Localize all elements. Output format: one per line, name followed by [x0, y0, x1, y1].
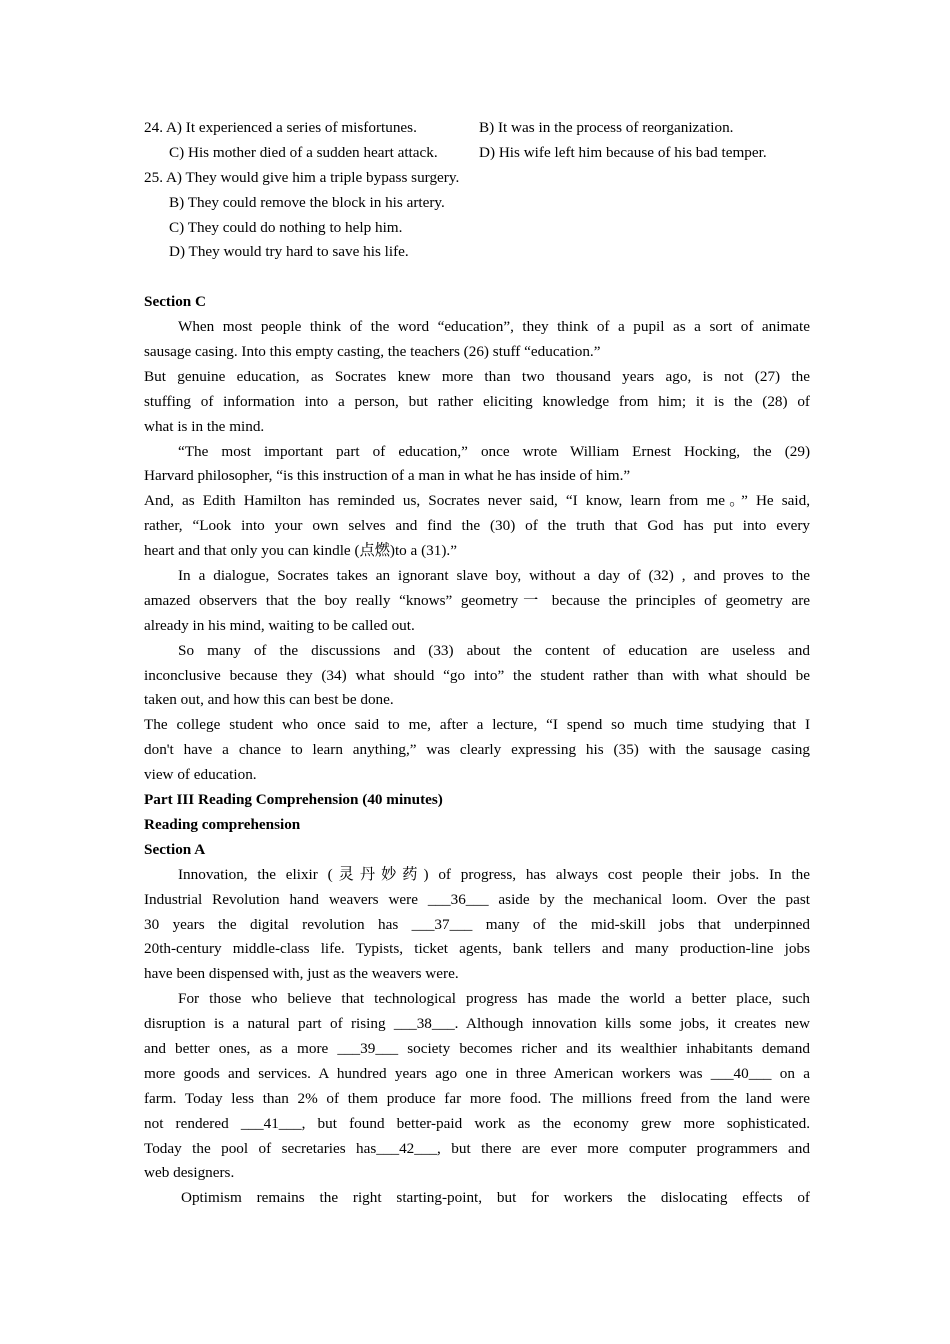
- option-24-b: B) It was in the process of reorganization.: [479, 119, 734, 136]
- paragraph-line: farm. Today less than 2% of them produce far more food. The millions freed from the land were: [144, 1089, 810, 1107]
- paragraph-line: And, as Edith Hamilton has reminded us, Socrates never said, “I know, learn from me。” He said,: [144, 492, 810, 510]
- paragraph-line: not rendered ___41___, but found better-paid work as the economy grew more sophisticated.: [144, 1114, 810, 1132]
- option-25-b: B) They could remove the block in his artery.: [169, 193, 445, 211]
- paragraph-line: don't have a chance to learn anything,” was clearly expressing his (35) with the sausage casing: [144, 741, 810, 759]
- question-24-row-1: [144, 116, 810, 141]
- section-c-paragraph-3: [144, 440, 810, 490]
- option-25-a: 25. A) They would give him a triple bypass surgery.: [144, 168, 460, 186]
- paragraph-line: and better ones, as a more ___39___ society becomes richer and its wealthier inhabitants demand: [144, 1039, 810, 1057]
- section-c-paragraph-7: [144, 713, 810, 788]
- paragraph-line: For those who believe that technological progress has made the world a better place, such: [178, 990, 810, 1008]
- paragraph-line: taken out, and how this can best be done.: [144, 691, 394, 709]
- option-25-c: C) They could do nothing to help him.: [169, 218, 403, 236]
- section-c-paragraph-5: [144, 564, 810, 639]
- section-c-paragraph-6: [144, 639, 810, 714]
- part-3-paragraph-1: [144, 863, 810, 987]
- paragraph-line: But genuine education, as Socrates knew more than two thousand years ago, is not (27) the: [144, 367, 810, 385]
- paragraph-line: Innovation, the elixir (灵丹妙药) of progress, has always cost people their jobs. In the: [178, 865, 810, 883]
- paragraph-line: Optimism remains the right starting-point, but for workers the dislocating effects of: [181, 1189, 810, 1207]
- paragraph-line: When most people think of the word “education”, they think of a pupil as a sort of animate: [178, 318, 810, 336]
- option-24-d: D) His wife left him because of his bad temper.: [479, 143, 767, 161]
- paragraph-line: disruption is a natural part of rising ___38___. Although innovation kills some jobs, it creates new: [144, 1015, 810, 1033]
- paragraph-line: what is in the mind.: [144, 417, 265, 435]
- paragraph-line: Harvard philosopher, “is this instruction of a man in what he has inside of him.”: [144, 467, 631, 485]
- paragraph-line: 30 years the digital revolution has ___37___ many of the mid-skill jobs that underpinned: [144, 915, 810, 933]
- section-c-heading: Section C: [144, 293, 207, 311]
- paragraph-line: So many of the discussions and (33) about the content of education are useless and: [178, 641, 810, 659]
- section-c-paragraph-1: [144, 315, 810, 365]
- paragraph-line: heart and that only you can kindle (点燃)to a (31).”: [144, 542, 457, 560]
- part-3-paragraph-2: [144, 987, 810, 1186]
- paragraph-line: sausage casing. Into this empty casting, the teachers (26) stuff “education.”: [144, 343, 601, 361]
- paragraph-line: web designers.: [144, 1164, 235, 1182]
- paragraph-line: The college student who once said to me, after a lecture, “I spend so much time studying that I: [144, 716, 810, 734]
- section-c-paragraph-4: [144, 489, 810, 564]
- paragraph-line: have been dispensed with, just as the weavers were.: [144, 965, 459, 983]
- part-3-subheading: Reading comprehension: [144, 815, 301, 833]
- spacer: [144, 265, 810, 290]
- option-25-d: D) They would try hard to save his life.: [169, 243, 409, 261]
- document-page: [144, 116, 810, 1211]
- part-3-paragraph-3: [144, 1186, 810, 1211]
- option-24-a: 24. A) It experienced a series of misfortunes.: [144, 119, 417, 136]
- part-3-section-a-heading: Section A: [144, 840, 206, 858]
- paragraph-line: rather, “Look into your own selves and find the (30) of the truth that God has put into every: [144, 517, 810, 535]
- part-3-heading: Part III Reading Comprehension (40 minutes): [144, 791, 443, 809]
- paragraph-line: inconclusive because they (34) what should “go into” the student rather than with what should be: [144, 666, 810, 684]
- paragraph-line: stuffing of information into a person, but rather eliciting knowledge from him; it is the (28) of: [144, 392, 810, 410]
- paragraph-line: already in his mind, waiting to be called out.: [144, 616, 415, 634]
- question-24-row-2: [144, 141, 810, 166]
- paragraph-line: Industrial Revolution hand weavers were ___36___ aside by the mechanical loom. Over the past: [144, 890, 810, 908]
- paragraph-line: Today the pool of secretaries has___42___, but there are ever more computer programmers and: [144, 1139, 810, 1157]
- paragraph-line: view of education.: [144, 766, 257, 784]
- paragraph-line: In a dialogue, Socrates takes an ignorant slave boy, without a day of (32) , and proves to the: [178, 567, 810, 585]
- paragraph-line: “The most important part of education,” once wrote William Ernest Hocking, the (29): [178, 442, 810, 460]
- option-24-c: C) His mother died of a sudden heart attack.: [169, 143, 438, 161]
- paragraph-line: more goods and services. A hundred years ago one in three American workers was ___40___ on a: [144, 1064, 810, 1082]
- section-c-paragraph-2: [144, 365, 810, 440]
- paragraph-line: amazed observers that the boy really “knows” geometry一 because the principles of geometry are: [144, 591, 810, 609]
- paragraph-line: 20th-century middle-class life. Typists, ticket agents, bank tellers and many production-line jobs: [144, 940, 810, 958]
